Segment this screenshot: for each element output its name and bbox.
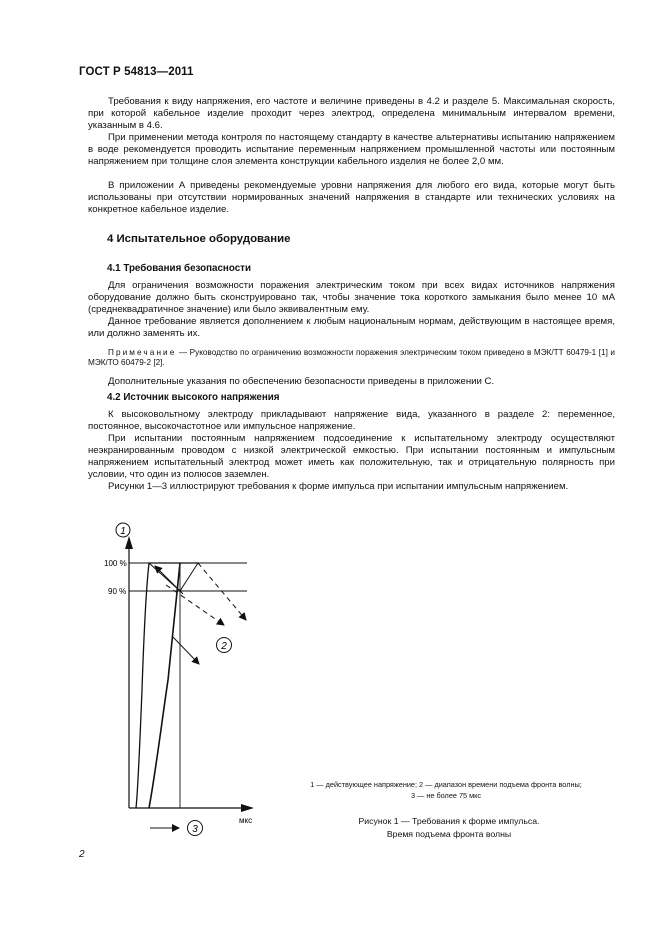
section-heading: 4 Испытательное оборудование bbox=[107, 233, 291, 245]
body-paragraph: Рисунки 1—3 иллюстрируют требования к форме импульса при испытании импульсным напряжением. bbox=[108, 481, 569, 492]
range-arrow-lower bbox=[172, 636, 199, 664]
note-label: Примечание bbox=[108, 348, 177, 357]
figure-caption bbox=[330, 815, 568, 840]
page-number: 2 bbox=[79, 849, 85, 860]
x-axis-arrowhead bbox=[241, 804, 254, 812]
note-text: — Руководство по ограничению возможности поражения электрическим током приведено в МЭК/ТТ 60479-1 [1] и МЭК/ТО 60479-2 [2]. bbox=[88, 348, 615, 368]
body-paragraph: Дополнительные указания по обеспечению безопасности приведены в приложении С. bbox=[108, 376, 495, 387]
legend-line: 3 — не более 75 мкс bbox=[410, 790, 482, 800]
body-paragraph: Для ограничения возможности поражения электрическим током при всех видах источников напряжения оборудование должно быть сконструировано так, чтобы значение тока короткого замыкания было менее 10 мА (среднеквадратичное значение) или было эквивалентным ему. bbox=[88, 280, 615, 315]
body-paragraph: К высоковольтному электроду прикладывают напряжение вида, указанного в разделе 2: переменное, постоянное, высокочастотное или импульсное напряжение. bbox=[88, 409, 615, 432]
document-header: ГОСТ Р 54813—2011 bbox=[79, 66, 194, 78]
intro-paragraph: При применении метода контроля по настоящему стандарту в качестве альтернативы испытанию напряжением в воде рекомендуется проводить испытание переменным напряжением промышленной частоты или постоянным напряжением при толщине слоя элемента конструкции кабельного изделия не более 2,0 мм. bbox=[88, 132, 615, 167]
level-100-label: 100 % bbox=[104, 559, 127, 568]
subsection-heading: 4.1 Требования безопасности bbox=[107, 263, 251, 274]
time-unit-label: мкс bbox=[239, 816, 253, 825]
marker-3-label: 3 bbox=[192, 824, 198, 835]
caption-line: Время подъема фронта волны bbox=[386, 828, 512, 839]
subsection-heading: 4.2 Источник высокого напряжения bbox=[107, 392, 280, 403]
body-paragraph: Данное требование является дополнением к любым национальным нормам, действующим в настоящее время, или должно заменять их. bbox=[88, 316, 615, 339]
legend-line: 1 — действующее напряжение; 2 — диапазон времени подъема фронта волны; bbox=[310, 780, 582, 789]
body-paragraph: При испытании постоянным напряжением подсоединение к испытательному электроду осуществляют неэкранированным проводом с низкой электрической емкостью. При испытании постоянным и импульсным напряжением испытательный электрод может иметь как положительную, так и отрицательную полярность при условии, что один из полюсов заземлен. bbox=[88, 433, 615, 480]
caption-line: Рисунок 1 — Требования к форме импульса. bbox=[358, 816, 540, 826]
level-90-label: 90 % bbox=[108, 587, 127, 596]
y-axis-arrowhead bbox=[125, 536, 133, 549]
figure-legend bbox=[278, 780, 614, 801]
intro-paragraph: Требования к виду напряжения, его частоте и величине приведены в 4.2 и разделе 5. Максимальная скорость, при которой кабельное изделие проходит через электрод, определена минимальным интервалом времени, указанным в 4.6. bbox=[88, 96, 615, 131]
intro-paragraph: В приложении А приведены рекомендуемые уровни напряжения для любого его вида, которые могут быть использованы при отсутствии нормированных значений напряжения в стандарте или технических условиях на конкретное кабельное изделие. bbox=[88, 180, 615, 215]
marker-2-label: 2 bbox=[221, 641, 227, 652]
slow-front-curve bbox=[149, 563, 180, 808]
marker-1-label: 1 bbox=[120, 526, 126, 537]
